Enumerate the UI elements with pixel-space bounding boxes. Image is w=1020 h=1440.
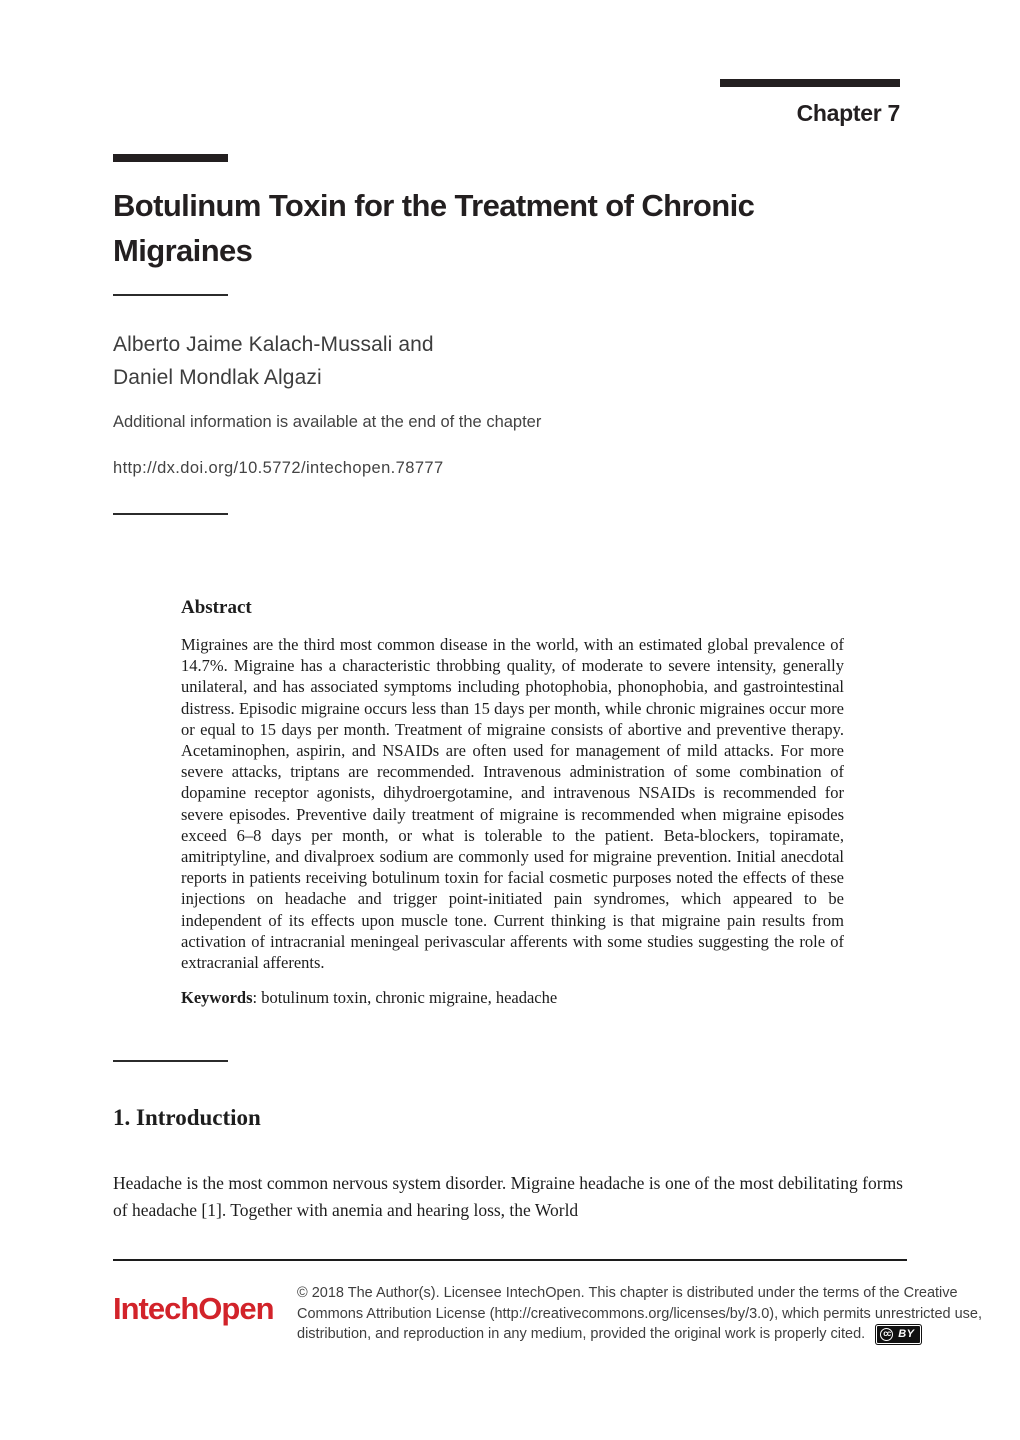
chapter-label: Chapter 7 xyxy=(796,100,900,126)
author-line: Alberto Jaime Kalach-Mussali and xyxy=(113,333,434,356)
license-text xyxy=(297,1283,983,1345)
license-line: © 2018 The Author(s). Licensee IntechOpen. This chapter is distributed under the terms of the Creative xyxy=(297,1285,958,1301)
introduction-heading: 1. Introduction xyxy=(113,1105,261,1130)
keywords-label: Keywords xyxy=(181,988,253,1008)
chapter-title xyxy=(113,183,873,273)
author-names xyxy=(113,328,434,394)
cc-by-label: BY xyxy=(898,1328,915,1341)
authors-divider-rule xyxy=(113,294,228,296)
cc-by-badge[interactable] xyxy=(875,1324,922,1345)
keywords-list: : botulinum toxin, chronic migraine, headache xyxy=(252,988,558,1008)
title-top-rule xyxy=(113,154,228,162)
intechopen-logo: IntechOpen xyxy=(113,1291,274,1326)
abstract-bottom-rule xyxy=(113,1060,228,1062)
footer-rule xyxy=(113,1259,907,1261)
abstract-keywords xyxy=(181,988,844,1008)
abstract-body: Migraines are the third most common disease in the world, with an estimated global prevalence of 14.7%. Migraine has a characteristic throbbing quality, of moderate to severe intensity, generally unilateral, and has associated symptoms including photophobia, phonophobia, and gastrointestinal distress. Episodic migraine occurs less than 15 days per month, while chronic migraines occur more or equal to 15 days per month. Treatment of migraine consists of abortive and preventive therapy. Acetaminophen, aspirin, and NSAIDs are often used for management of mild attacks. For more severe attacks, triptans are recommended. Intravenous administration of some combination of dopamine receptor agonists, dihydroergotamine, and intravenous NSAIDs is recommended for severe episodes. Preventive daily treatment of migraine is recommended when migraine episodes exceed 6–8 days per month, or what is tolerable to the patient. Beta-blockers, topiramate, amitriptyline, and divalproex sodium are commonly used for migraine prevention. Initial anecdotal reports in patients receiving botulinum toxin for facial cosmetic purposes noted the effects of these injections on headache and trigger point-initiated pain syndromes, which appeared to be independent of its effects upon muscle tone. Current thinking is that migraine pain results from activation of intracranial meningeal perivascular afferents with some studies suggesting the role of extracranial afferents. xyxy=(181,635,844,973)
author-line: Daniel Mondlak Algazi xyxy=(113,366,322,389)
doi-link[interactable]: http://dx.doi.org/10.5772/intechopen.78777 xyxy=(113,459,444,477)
abstract-top-rule xyxy=(113,513,228,515)
chapter-title-line: Migraines xyxy=(113,233,253,268)
cc-icon: cc xyxy=(880,1328,893,1341)
license-line: Commons Attribution License (http://creativecommons.org/licenses/by/3.0), which permits unrestricted use, xyxy=(297,1305,983,1322)
chapter-header-rule xyxy=(720,79,900,87)
license-line xyxy=(297,1324,922,1345)
chapter-title-line: Botulinum Toxin for the Treatment of Chronic xyxy=(113,188,755,223)
abstract-heading: Abstract xyxy=(181,597,252,618)
abstract-section xyxy=(181,597,844,1008)
license-line-text: distribution, and reproduction in any medium, provided the original work is properly cited. xyxy=(297,1326,866,1343)
additional-info-note: Additional information is available at the end of the chapter xyxy=(113,413,542,431)
introduction-body: Headache is the most common nervous system disorder. Migraine headache is one of the most debilitating forms of headache [1]. Together with anemia and hearing loss, the World xyxy=(113,1173,903,1220)
